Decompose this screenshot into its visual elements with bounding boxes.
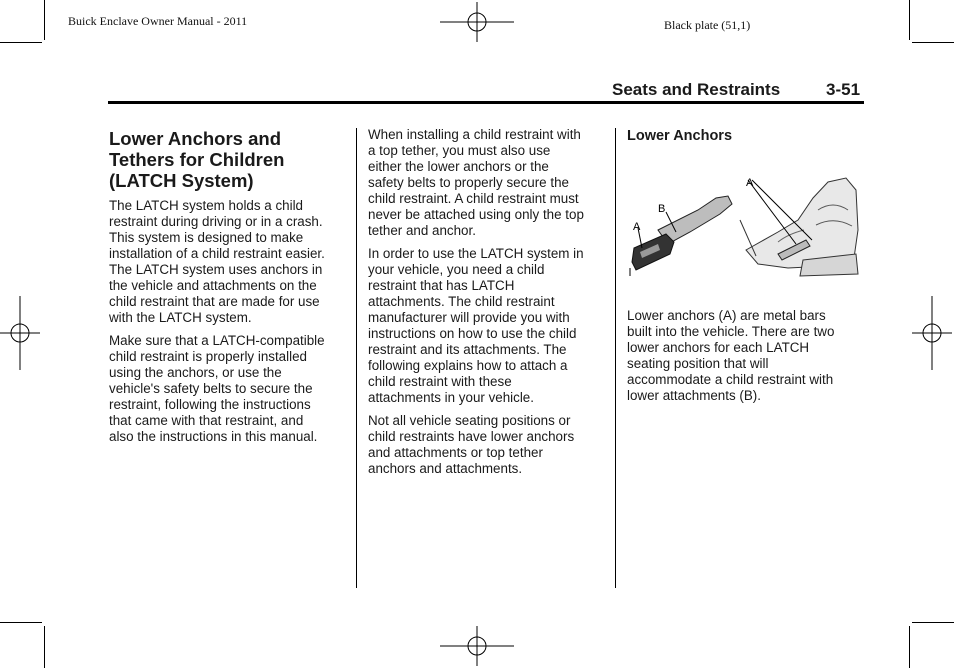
registration-mark-bottom	[440, 626, 514, 666]
header-rule	[108, 101, 864, 104]
registration-mark-top	[440, 2, 514, 42]
figure-label-a: A	[746, 177, 754, 189]
paragraph: In order to use the LATCH system in your vehicle, you need a child restraint that has LATCH attachments. The child restraint manufacturer will provide you with instructions on how to use the child restraint and its attachments. The following explains how to attach a child restraint with these attachments in your vehicle.	[368, 246, 584, 405]
page-number: 3-51	[826, 80, 861, 99]
column-3-body	[627, 308, 867, 411]
crop-mark	[44, 626, 45, 668]
crop-mark	[909, 626, 910, 668]
figure-label-b: B	[658, 203, 666, 215]
column-divider	[615, 128, 616, 588]
section-heading: Lower Anchors	[627, 128, 733, 144]
crop-mark	[909, 0, 910, 40]
paragraph: Make sure that a LATCH-compatible child restraint is properly installed using the anchors, or use the vehicle's safety belts to secure the restraint, following the instructions that came with that restraint, and also the instructions in this manual.	[109, 333, 325, 444]
section-title: Seats and Restraints	[612, 80, 781, 99]
column-1	[109, 128, 349, 452]
paragraph: When installing a child restraint with a top tether, you must also use either the lower anchors or the safety belts to properly secure the child restraint. A child restraint must never be attached using only the top tether and anchor.	[368, 127, 584, 238]
paragraph: Lower anchors (A) are metal bars built into the vehicle. There are two lower anchors for each LATCH seating position that will accommodate a child restraint with lower attachments (B).	[627, 308, 835, 403]
crop-mark	[912, 42, 954, 43]
article-title: Lower Anchors and Tethers for Children (LATCH System)	[109, 128, 285, 191]
registration-mark-left	[0, 296, 40, 370]
paragraph: The LATCH system holds a child restraint during driving or in a crash. This system is designed to make installation of a child restraint easier. The LATCH system uses anchors in the vehicle and attachments on the child restraint that are made for use with the LATCH system.	[109, 198, 325, 325]
column-3	[627, 128, 867, 144]
plate-label: Black plate (51,1)	[664, 18, 751, 32]
figure-label-a: A	[633, 221, 641, 233]
crop-mark	[0, 622, 42, 623]
column-divider	[356, 128, 357, 588]
manual-title: Buick Enclave Owner Manual - 2011	[68, 14, 248, 28]
registration-mark-right	[912, 296, 952, 370]
latch-illustration-svg	[628, 170, 860, 280]
lower-anchors-illustration	[628, 170, 860, 280]
column-2	[368, 127, 608, 484]
paragraph: Not all vehicle seating positions or child restraints have lower anchors and attachments or top tether anchors and attachments.	[368, 413, 575, 476]
crop-mark	[912, 622, 954, 623]
crop-mark	[44, 0, 45, 40]
crop-mark	[0, 42, 42, 43]
